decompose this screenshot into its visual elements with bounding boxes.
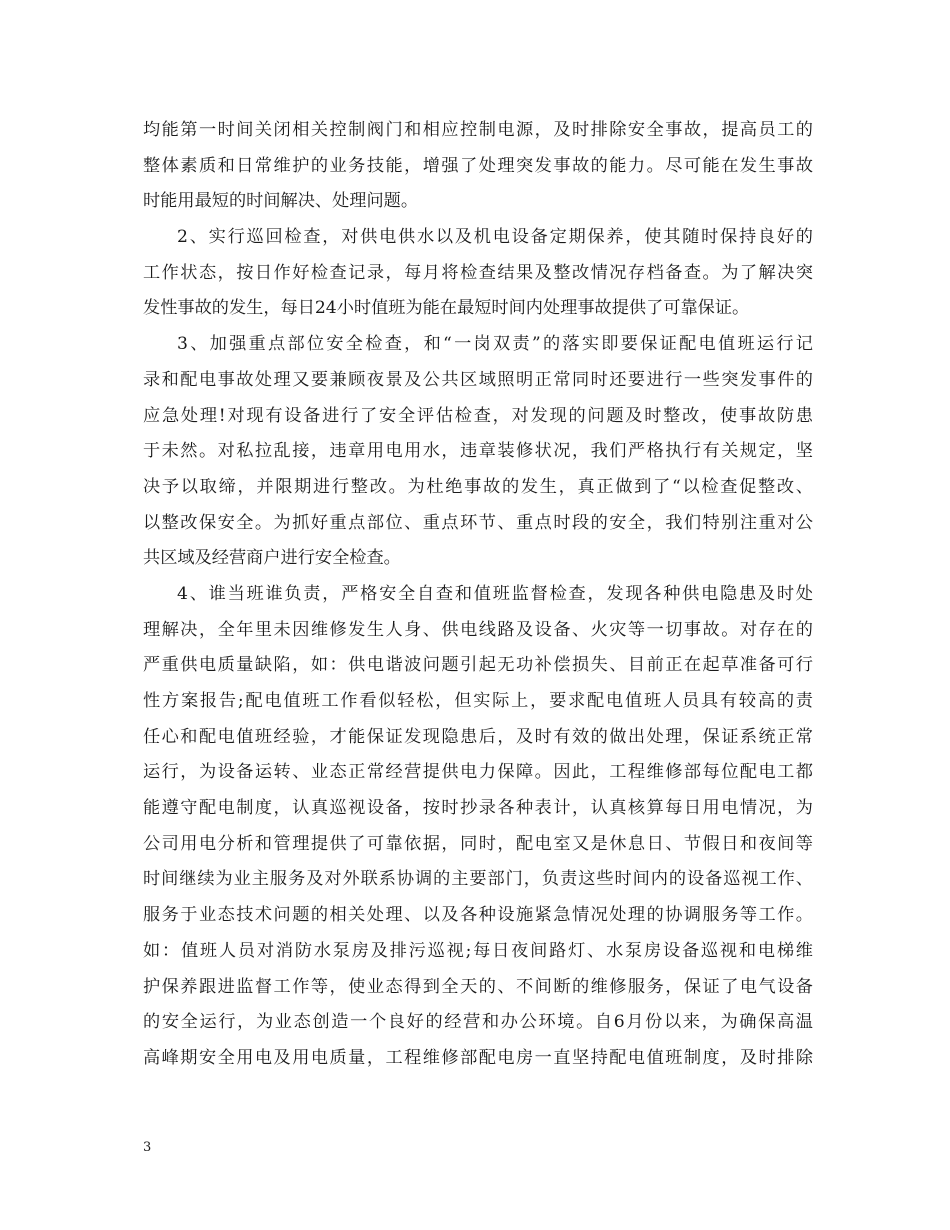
text-line: 时能用最短的时间解决、处理问题。 bbox=[143, 191, 419, 212]
text-line: 3、加强重点部位安全检查，和“一岗双责”的落实即要保证配电值班运行记 bbox=[177, 334, 813, 355]
text-line: 录和配电事故处理又要兼顾夜景及公共区域照明正常同时还要进行一些突发事件的 bbox=[143, 369, 813, 390]
text-line: 运行，为设备运转、业态正常经营提供电力保障。因此，工程维修部每位配电工都 bbox=[143, 762, 813, 783]
text-line: 护保养跟进监督工作等，使业态得到全天的、不间断的维修服务，保证了电气设备 bbox=[143, 976, 813, 997]
text-line: 均能第一时间关闭相关控制阀门和相应控制电源，及时排除安全事故，提高员工的 bbox=[143, 120, 813, 140]
text-line: 任心和配电值班经验，才能保证发现隐患后，及时有效的做出处理，保证系统正常 bbox=[143, 726, 813, 747]
text-line: 如：值班人员对消防水泵房及排污巡视;每日夜间路灯、水泵房设备巡视和电梯维 bbox=[143, 940, 813, 961]
text-line: 的安全运行，为业态创造一个良好的经营和办公环境。自6月份以来，为确保高温 bbox=[143, 1012, 813, 1033]
text-line: 性方案报告;配电值班工作看似轻松，但实际上，要求配电值班人员具有较高的责 bbox=[143, 691, 813, 711]
text-line: 整体素质和日常维护的业务技能，增强了处理突发事故的能力。尽可能在发生事故 bbox=[143, 155, 813, 176]
text-line: 能遵守配电制度，认真巡视设备，按时抄录各种表计，认真核算每日用电情况，为 bbox=[143, 798, 813, 819]
text-line: 2、实行巡回检查，对供电供水以及机电设备定期保养，使其随时保持良好的 bbox=[177, 227, 813, 248]
text-line: 严重供电质量缺陷，如：供电谐波问题引起无功补偿损失、目前正在起草准备可行 bbox=[143, 655, 813, 676]
text-line: 共区域及经营商户进行安全检查。 bbox=[143, 548, 401, 569]
text-line: 服务于业态技术问题的相关处理、以及各种设施紧急情况处理的协调服务等工作。 bbox=[143, 905, 813, 926]
text-line: 于未然。对私拉乱接，违章用电用水，违章装修状况，我们严格执行有关规定，坚 bbox=[143, 441, 813, 462]
text-line: 工作状态，按日作好检查记录，每月将检查结果及整改情况存档备查。为了解决突 bbox=[143, 262, 813, 283]
text-line: 时间继续为业主服务及对外联系协调的主要部门，负责这些时间内的设备巡视工作、 bbox=[143, 869, 813, 890]
text-line: 理解决，全年里未因维修发生人身、供电线路及设备、火灾等一切事故。对存在的 bbox=[143, 619, 813, 640]
text-line: 应急处理!对现有设备进行了安全评估检查，对发现的问题及时整改，使事故防患 bbox=[143, 405, 813, 426]
body-text bbox=[143, 113, 813, 1077]
text-line: 以整改保安全。为抓好重点部位、重点环节、重点时段的安全，我们特别注重对公 bbox=[143, 512, 813, 533]
text-line: 高峰期安全用电及用电质量，工程维修部配电房一直坚持配电值班制度，及时排除 bbox=[143, 1047, 813, 1068]
text-line: 发性事故的发生，每日24小时值班为能在最短时间内处理事故提供了可靠保证。 bbox=[143, 298, 750, 319]
text-line: 公司用电分析和管理提供了可靠依据，同时，配电室又是休息日、节假日和夜间等 bbox=[143, 833, 813, 854]
text-line: 4、谁当班谁负责，严格安全自查和值班监督检查，发现各种供电隐患及时处 bbox=[177, 583, 813, 604]
page-number: 3 bbox=[143, 1140, 152, 1155]
text-line: 决予以取缔，并限期进行整改。为杜绝事故的发生，真正做到了“以检查促整改、 bbox=[143, 476, 813, 497]
